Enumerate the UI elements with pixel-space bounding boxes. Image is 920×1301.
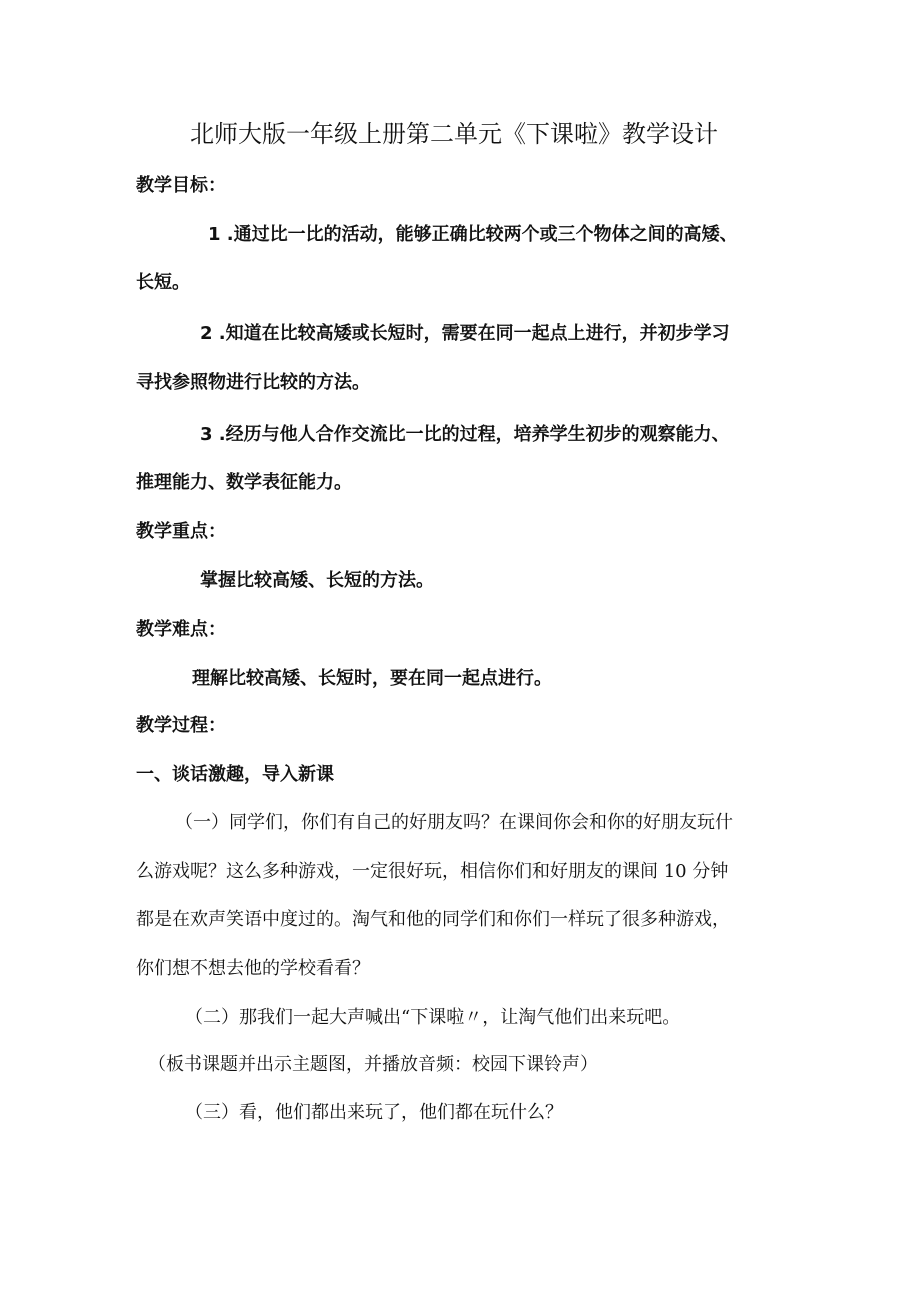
paragraph-1-line-4: 你们想不想去他的学校看看？: [136, 958, 370, 979]
objective-1-line-2: 长短。: [136, 272, 190, 293]
paragraph-1-line-3: 都是在欢声笑语中度过的。淘气和他的同学们和你们一样玩了很多种游戏，: [136, 909, 730, 930]
process-heading: 教学过程：: [136, 715, 226, 736]
difficulty-text: 理解比较高矮、长短时，要在同一起点进行。: [192, 668, 552, 689]
paragraph-1-line-2: 么游戏呢？这么多种游戏，一定很好玩，相信你们和好朋友的课间 10 分钟: [136, 861, 729, 882]
objective-1-line-1: 1 .通过比一比的活动，能够正确比较两个或三个物体之间的高矮、: [208, 224, 738, 245]
keypoint-heading: 教学重点：: [136, 521, 226, 542]
objective-2-line-1: 2 .知道在比较高矮或长短时，需要在同一起点上进行，并初步学习: [200, 323, 730, 344]
objective-2-line-2: 寻找参照物进行比较的方法。: [136, 372, 370, 393]
objective-3-line-2: 推理能力、数学表征能力。: [136, 472, 352, 493]
paragraph-3-line-1: （板书课题并出示主题图，并播放音频：校园下课铃声）: [148, 1054, 598, 1075]
document-title: 北师大版一年级上册第二单元《下课啦》教学设计: [190, 120, 718, 148]
section-1-heading: 一、谈话激趣，导入新课: [136, 764, 334, 785]
difficulty-heading: 教学难点：: [136, 619, 226, 640]
objective-3-line-1: 3 .经历与他人合作交流比一比的过程，培养学生初步的观察能力、: [200, 424, 730, 445]
paragraph-1-line-1: （一）同学们，你们有自己的好朋友吗？在课间你会和你的好朋友玩什: [175, 812, 733, 833]
objectives-heading: 教学目标：: [136, 175, 226, 196]
keypoint-text: 掌握比较高矮、长短的方法。: [200, 570, 434, 591]
paragraph-4-line-1: （三）看，他们都出来玩了，他们都在玩什么？: [185, 1102, 563, 1123]
paragraph-2-line-1: （二）那我们一起大声喊出“下课啦〃，让淘气他们出来玩吧。: [185, 1007, 681, 1028]
